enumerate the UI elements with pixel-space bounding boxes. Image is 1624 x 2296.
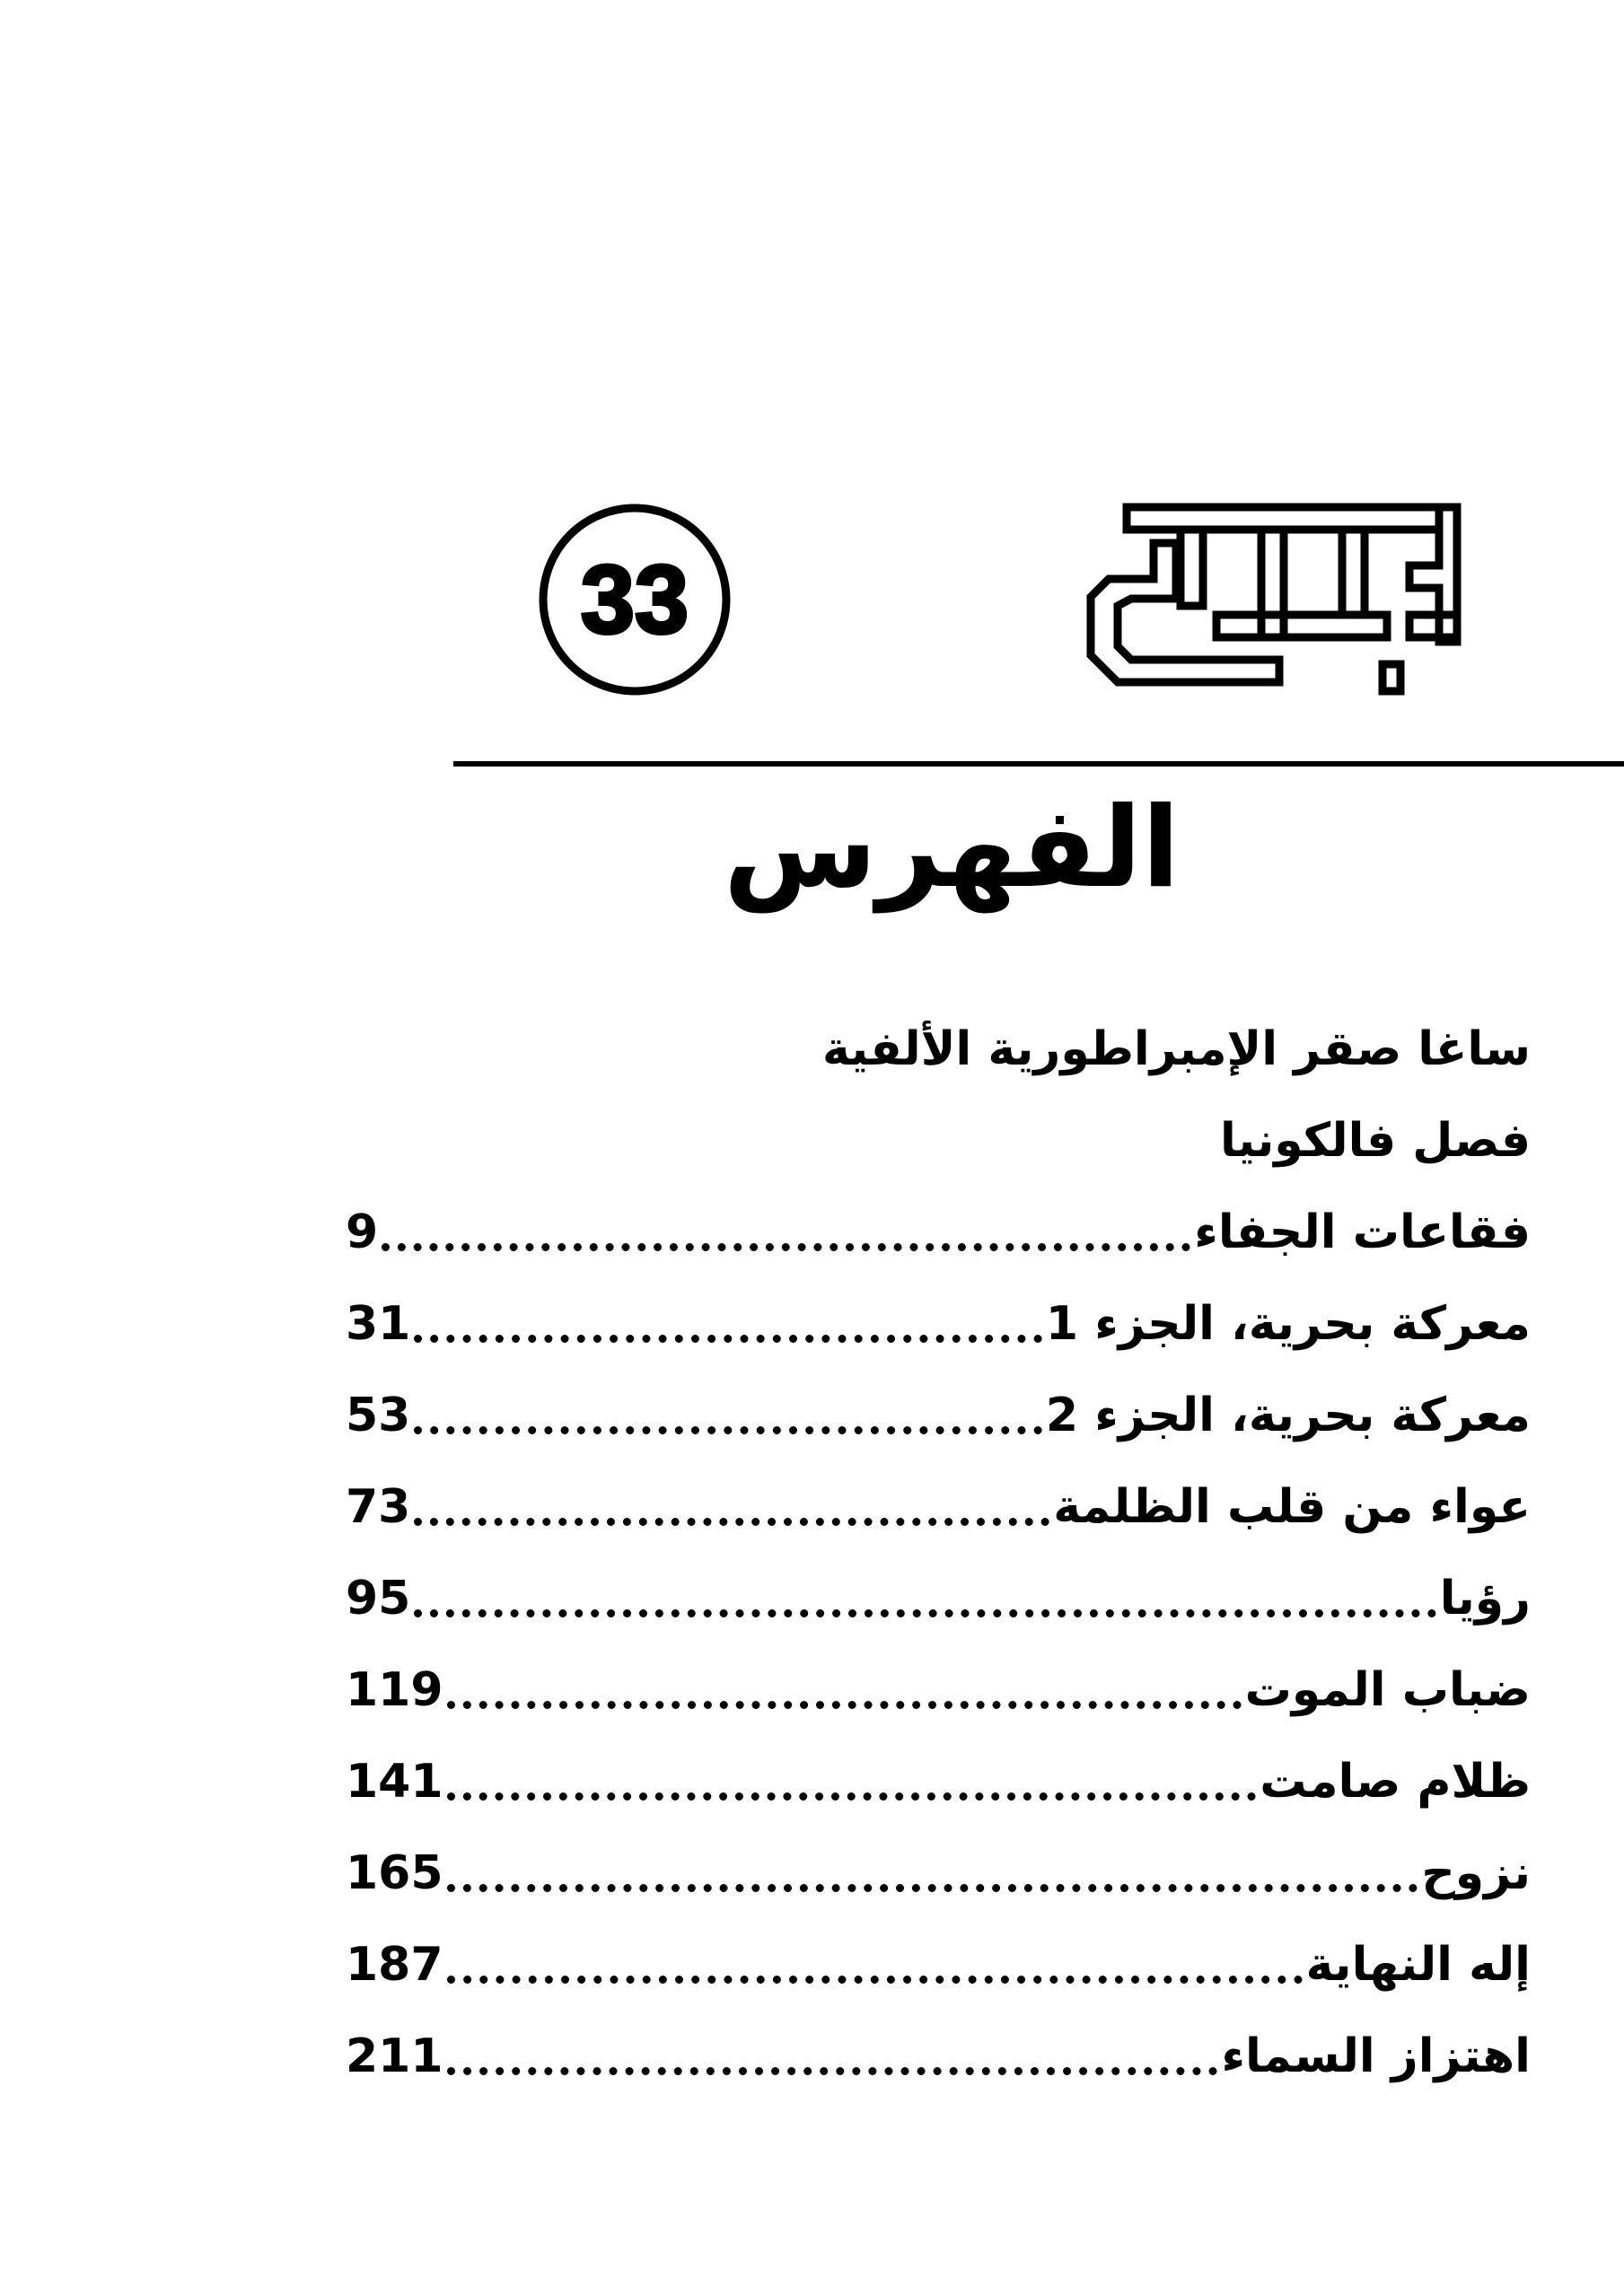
toc-page-number: 9 — [346, 1205, 379, 1259]
toc-entry — [346, 1736, 1531, 1827]
toc-entry-title: فصل فالكونيا — [1219, 1114, 1531, 1168]
toc-entry-title: ضباب الموت — [1244, 1663, 1531, 1717]
toc-entry — [346, 1461, 1531, 1553]
logo-wordmark — [1091, 507, 1457, 691]
dot-leader — [410, 1370, 1046, 1461]
toc-page-number: 141 — [346, 1755, 443, 1809]
badge-number: 33 — [580, 545, 689, 653]
dot-leader — [443, 2011, 1222, 2102]
dot-leader — [378, 1187, 1194, 1278]
toc-entry — [346, 1644, 1531, 1736]
toc-entry-title: إله النهاية — [1305, 1938, 1531, 1992]
toc-entry-title: اهتزاز السماء — [1221, 2029, 1531, 2083]
toc-page-number: 211 — [346, 2029, 443, 2083]
toc-page-number: 53 — [346, 1389, 411, 1442]
toc-entry — [346, 1187, 1531, 1278]
toc-entry-title: معركة بحرية، الجزء 1 — [1045, 1297, 1531, 1351]
dot-leader — [443, 1827, 1422, 1919]
header-divider — [453, 761, 1624, 767]
table-of-contents — [346, 1003, 1531, 2102]
toc-entry-title: ظلام صامت — [1260, 1755, 1531, 1809]
page-title: الفهرس — [723, 784, 1181, 913]
toc-entry — [346, 1827, 1531, 1919]
toc-entry — [346, 1095, 1531, 1187]
toc-entry — [346, 1919, 1531, 2011]
toc-page-number: 73 — [346, 1480, 411, 1534]
toc-entry-title: معركة بحرية، الجزء 2 — [1045, 1389, 1531, 1442]
dot-leader — [410, 1278, 1046, 1370]
toc-entry-title: ساغا صقر الإمبراطورية الألفية — [821, 1022, 1531, 1076]
dot-leader — [443, 1919, 1306, 2011]
dot-leader — [410, 1461, 1053, 1553]
toc-entry — [346, 1278, 1531, 1370]
toc-page-number: 95 — [346, 1572, 411, 1626]
series-logo-graphic — [534, 489, 1504, 732]
series-logo — [534, 489, 1504, 732]
logo-label: برزخ — [1268, 723, 1272, 725]
toc-page-number: 119 — [346, 1663, 443, 1717]
dot-leader — [443, 1644, 1245, 1736]
toc-page-number: 165 — [346, 1846, 443, 1900]
toc-entry-title: نزوح — [1421, 1846, 1531, 1900]
toc-entry-title: رؤيا — [1439, 1572, 1531, 1626]
toc-entry — [346, 2011, 1531, 2102]
toc-entry — [346, 1003, 1531, 1095]
toc-page-number: 187 — [346, 1938, 443, 1992]
toc-entry-title: فقاعات الجفاء — [1194, 1205, 1531, 1259]
toc-entry — [346, 1553, 1531, 1644]
dot-leader — [410, 1553, 1439, 1644]
toc-entry-title: عواء من قلب الظلمة — [1053, 1480, 1531, 1534]
dot-leader — [443, 1736, 1260, 1827]
toc-entry — [346, 1370, 1531, 1461]
toc-page-number: 31 — [346, 1297, 411, 1351]
